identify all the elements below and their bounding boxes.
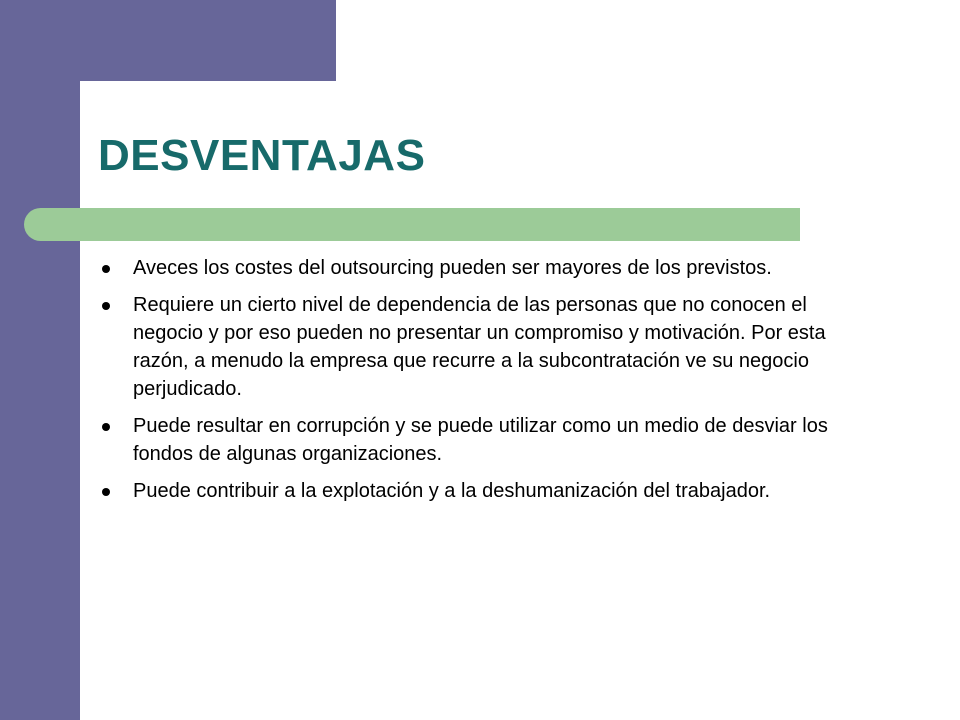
bullet-item: [98, 477, 828, 505]
bullet-dot-icon: [102, 302, 110, 310]
bullet-dot-icon: [102, 265, 110, 273]
slide-title: DESVENTAJAS: [98, 131, 426, 180]
left-decorative-band: [0, 0, 80, 720]
bullet-text: Aveces los costes del outsourcing pueden ser mayores de los previstos.: [133, 257, 772, 279]
bullet-item: [98, 291, 828, 403]
bullet-list: [98, 254, 828, 514]
bullet-text: Requiere un cierto nivel de dependencia de las personas que no conocen el negocio y por eso pueden no presentar un compromiso y motivación. Por esta razón, a menudo la empresa que recurre a la subcontratación ve su negocio perjudicado.: [133, 294, 826, 400]
bullet-text: Puede resultar en corrupción y se puede utilizar como un medio de desviar los fondos de algunas organizaciones.: [133, 415, 828, 465]
title-accent-bar: [24, 208, 800, 241]
bullet-dot-icon: [102, 488, 110, 496]
bullet-item: [98, 412, 828, 468]
bullet-text: Puede contribuir a la explotación y a la deshumanización del trabajador.: [133, 480, 771, 502]
bullet-dot-icon: [102, 423, 110, 431]
bullet-item: [98, 254, 828, 282]
top-decorative-band: [0, 0, 336, 81]
